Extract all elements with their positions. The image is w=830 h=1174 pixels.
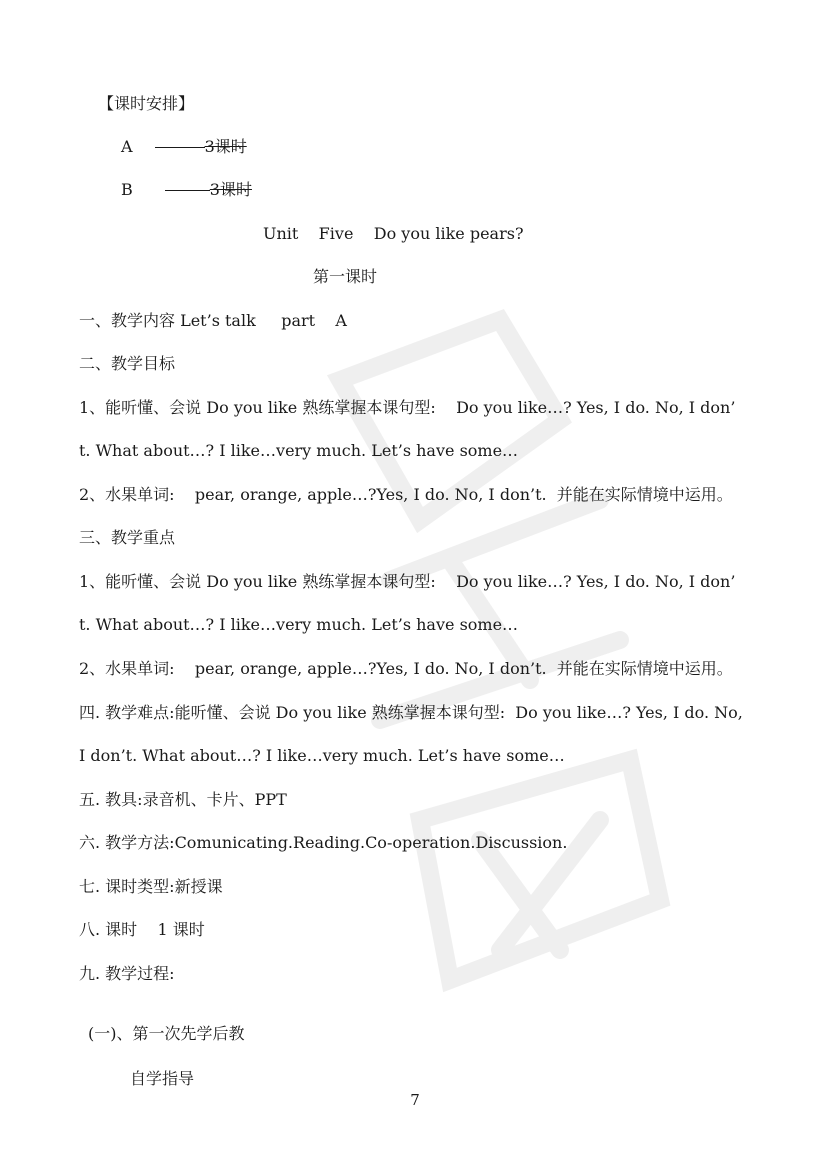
dash-line bbox=[155, 147, 205, 148]
section-teaching-process: 九. 教学过程: bbox=[79, 964, 175, 983]
difficulty-line-1: 四. 教学难点:能听懂、会说 Do you like 熟练掌握本课句型: Do you like…? Yes, I do. No, bbox=[79, 703, 743, 722]
lesson-title: 第一课时 bbox=[313, 267, 378, 286]
schedule-row-a-label: A bbox=[121, 137, 133, 156]
dash-line bbox=[165, 190, 210, 191]
section-key-points: 三、教学重点 bbox=[79, 528, 176, 547]
schedule-title: 【课时安排】 bbox=[98, 94, 195, 113]
goal-2: 2、水果单词: pear, orange, apple…?Yes, I do. No, I don’t. 并能在实际情境中运用。 bbox=[79, 485, 733, 504]
goal-1-line-1: 1、能听懂、会说 Do you like 熟练掌握本课句型: Do you like…? Yes, I do. No, I don’ bbox=[79, 398, 736, 417]
schedule-row-a bbox=[121, 136, 247, 158]
section-teaching-methods: 六. 教学方法:Comunicating.Reading.Co-operation.Discussion. bbox=[79, 833, 568, 852]
section-lesson-type: 七. 课时类型:新授课 bbox=[79, 877, 223, 896]
key-2: 2、水果单词: pear, orange, apple…?Yes, I do. No, I don’t. 并能在实际情境中运用。 bbox=[79, 659, 733, 678]
goal-1-line-2: t. What about…? I like…very much. Let’s have some… bbox=[79, 441, 519, 460]
schedule-row-a-value: 3课时 bbox=[204, 137, 247, 156]
difficulty-line-2: I don’t. What about…? I like…very much. Let’s have some… bbox=[79, 746, 565, 765]
section-teaching-content: 一、教学内容 Let’s talk part A bbox=[79, 311, 347, 330]
schedule-row-b-value: 3课时 bbox=[209, 180, 252, 199]
key-1-line-2: t. What about…? I like…very much. Let’s have some… bbox=[79, 615, 519, 634]
key-1-line-1: 1、能听懂、会说 Do you like 熟练掌握本课句型: Do you like…? Yes, I do. No, I don’ bbox=[79, 572, 736, 591]
unit-title: Unit Five Do you like pears? bbox=[263, 224, 524, 243]
schedule-row-b-label: B bbox=[121, 180, 133, 199]
subsection-first-round: (一)、第一次先学后教 bbox=[88, 1024, 245, 1043]
page-number: 7 bbox=[410, 1091, 420, 1109]
schedule-row-b bbox=[121, 179, 252, 201]
section-lesson-count: 八. 课时 1 课时 bbox=[79, 920, 205, 939]
section-teaching-aids: 五. 教具:录音机、卡片、PPT bbox=[79, 790, 287, 809]
section-teaching-goals: 二、教学目标 bbox=[79, 354, 176, 373]
self-study-guide: 自学指导 bbox=[130, 1069, 195, 1088]
